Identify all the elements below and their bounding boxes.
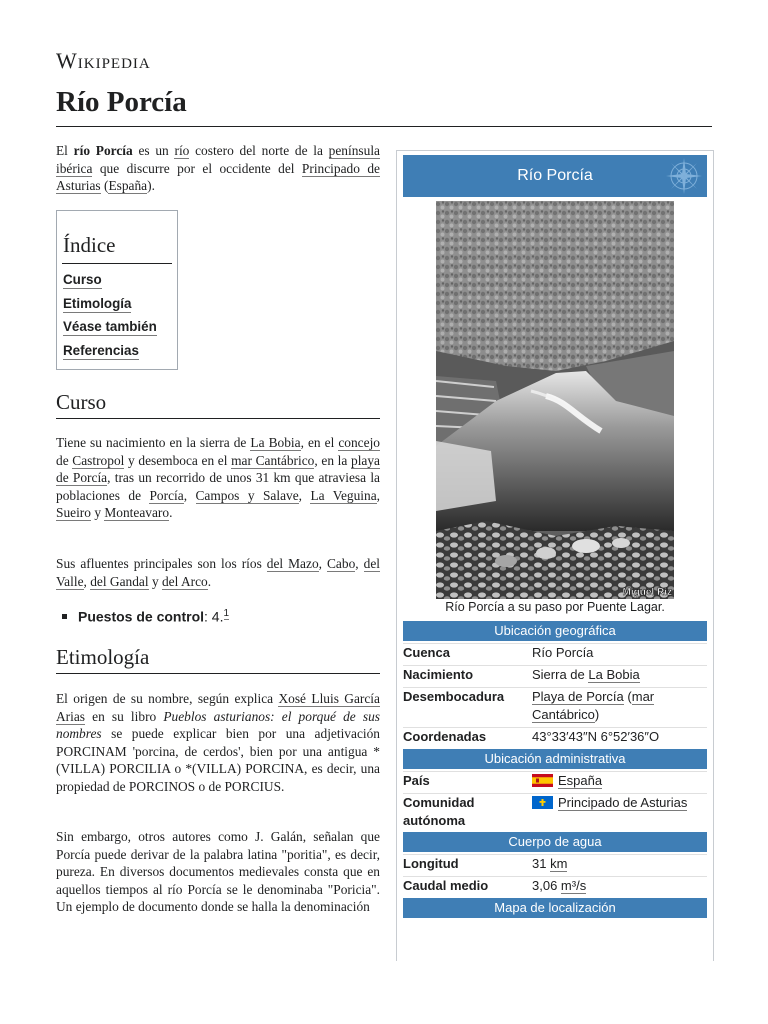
title-divider <box>56 126 712 127</box>
etimologia-paragraph-2: Sin embargo, otros autores como J. Galán, señalan que Porcía puede derivar de la palabra latina "poritia", es decir, pureza. En diversos documentos medievales consta que en aquellos tiempos al río Porcía se le denominaba "Poricia". Un ejemplo de documento donde se halla la denominación <box>56 829 380 915</box>
link-castropol[interactable]: Castropol <box>72 452 125 468</box>
link-la-veguina[interactable]: La Veguina <box>310 487 377 503</box>
link-rio-del-arco[interactable]: del Arco <box>161 573 208 589</box>
photo-credit: Miguel Riz <box>622 587 672 598</box>
row-value <box>532 772 707 790</box>
infobox-header <box>403 155 707 197</box>
link-m3s[interactable]: m³/s <box>560 878 587 893</box>
link-concejo[interactable]: concejo <box>338 435 380 450</box>
section-heading-curso: Curso <box>56 390 107 414</box>
link-mar-cantabrico[interactable]: mar Cantábrico <box>231 452 315 468</box>
row-label: Desembocadura <box>403 689 505 704</box>
toc-item-referencias[interactable]: Referencias <box>63 343 139 358</box>
infobox-section-ubicacion-geografica: Ubicación geográfica <box>403 621 707 641</box>
coordinates-link[interactable]: 43°33′43″N 6°52′36″O <box>532 729 660 744</box>
link-xose-lluis-garcia-arias[interactable]: Xosé Lluis García Arias <box>56 691 380 724</box>
infobox-title: Río Porcía <box>517 167 593 184</box>
link-peninsula-iberica[interactable]: península ibérica <box>56 143 380 176</box>
link-sueiro[interactable]: Sueiro <box>56 505 91 521</box>
asturias-flag-icon <box>532 796 553 809</box>
book-title: Pueblos asturianos: el porqué de sus nombres <box>56 708 380 742</box>
toc-item-etimologia[interactable]: Etimología <box>63 296 132 311</box>
link-la-bobia-infobox[interactable]: La Bobia <box>588 667 640 682</box>
infobox-row-caudal <box>403 876 707 897</box>
link-espana-infobox[interactable]: España <box>558 773 603 788</box>
reference-link[interactable]: 1 <box>223 608 230 619</box>
infobox <box>396 150 714 961</box>
section-divider <box>56 418 380 419</box>
infobox-row-comunidad <box>403 793 707 832</box>
photo-caption: Río Porcía a su paso por Puente Lagar. <box>445 600 665 614</box>
link-monteavaro[interactable]: Monteavaro <box>104 505 170 521</box>
row-label: Longitud <box>403 856 459 871</box>
intro-paragraph: El río Porcía es un río costero del norte de la península ibérica que discurre por el occidente del Principado de Asturias (España). <box>56 143 380 194</box>
row-label: Comunidad autónoma <box>403 795 475 828</box>
etimologia-paragraph-1: El origen de su nombre, según explica Xosé Lluis García Arias en su libro Pueblos asturianos: el porqué de sus nombres se puede explicar bien por una adjetivación PORCINAM 'porcina, de cerdos', bien por una antigua *(VILLA) PORCILIA o *(VILLA) PORCINA, es decir, una propiedad de PORCINOS o de PORCIUS. <box>56 691 380 794</box>
link-rio[interactable]: río <box>174 143 190 158</box>
bullet-icon <box>62 614 67 619</box>
compass-rose-icon <box>665 157 703 195</box>
row-value: Río Porcía <box>532 645 594 660</box>
row-value: 3,06 m³/s <box>532 878 587 893</box>
link-espana[interactable]: España <box>108 178 148 194</box>
toc-title: Índice <box>63 233 116 257</box>
list-item-puestos-control: Puestos de control: 4.$^1$ <box>62 606 229 625</box>
row-value: Sierra de La Bobia <box>532 667 640 682</box>
section-heading-etimologia: Etimología <box>56 645 150 669</box>
wikipedia-wordmark[interactable]: Wikipedia <box>56 48 151 73</box>
spain-flag-icon <box>532 774 553 787</box>
section-divider <box>56 673 380 674</box>
link-km[interactable]: km <box>550 856 568 871</box>
toc-divider <box>62 263 172 264</box>
row-label: Coordenadas <box>403 729 487 744</box>
row-label: Nacimiento <box>403 667 474 682</box>
infobox-row-desembocadura <box>403 687 707 726</box>
row-value <box>532 794 707 812</box>
link-rio-del-mazo[interactable]: del Mazo <box>266 556 319 571</box>
table-of-contents <box>56 210 178 370</box>
link-rio-del-gandal[interactable]: del Gandal <box>90 573 149 589</box>
link-playa-porcia[interactable]: playa de Porcía <box>56 452 380 486</box>
link-principado-asturias-infobox[interactable]: Principado de Asturias <box>558 795 688 810</box>
toc-item-vease-tambien[interactable]: Véase también <box>63 319 157 334</box>
link-playa-porcia-infobox[interactable]: Playa de Porcía <box>532 689 624 704</box>
row-label: Cuenca <box>403 645 450 660</box>
infobox-section-mapa: Mapa de localización <box>403 898 707 918</box>
infobox-row-nacimiento <box>403 665 707 686</box>
link-porcia[interactable]: Porcía <box>149 487 184 503</box>
row-label: País <box>403 773 430 788</box>
article-subject: río Porcía <box>73 143 133 158</box>
infobox-row-coordenadas <box>403 727 707 748</box>
row-value: 31 km <box>532 856 568 871</box>
toc-item-curso[interactable]: Curso <box>63 272 102 287</box>
link-mar-cantabrico-infobox[interactable]: mar Cantábrico <box>532 689 655 722</box>
link-la-bobia[interactable]: La Bobia <box>250 435 301 450</box>
row-label: Caudal medio <box>403 878 489 893</box>
link-principado-asturias[interactable]: Principado de Asturias <box>56 160 380 194</box>
infobox-row-pais <box>403 771 707 792</box>
infobox-section-cuerpo-de-agua: Cuerpo de agua <box>403 832 707 852</box>
page-title: Río Porcía <box>56 86 187 118</box>
river-photo[interactable] <box>436 201 674 599</box>
curso-paragraph-2: Sus afluentes principales son los ríos del Mazo, Cabo, del Valle, del Gandal y del Arco. <box>56 556 380 589</box>
row-value: Playa de Porcía (mar Cantábrico) <box>532 689 655 722</box>
link-campos-salave[interactable]: Campos y Salave <box>195 487 299 503</box>
infobox-row-longitud <box>403 854 707 875</box>
infobox-row-cuenca <box>403 643 707 664</box>
link-rio-del-valle[interactable]: del Valle <box>56 556 380 589</box>
link-rio-cabo[interactable]: Cabo <box>327 556 356 571</box>
list-item-label: Puestos de control <box>78 608 205 625</box>
curso-paragraph-1: Tiene su nacimiento en la sierra de La Bobia, en el concejo de Castropol y desemboca en el mar Cantábrico, en la playa de Porcía, tras un recorrido de unos 31 km que atraviesa la poblaciones de Porcía, Campos y Salave, La Veguina, Sueiro y Monteavaro. <box>56 435 381 521</box>
infobox-section-ubicacion-administrativa: Ubicación administrativa <box>403 749 707 769</box>
